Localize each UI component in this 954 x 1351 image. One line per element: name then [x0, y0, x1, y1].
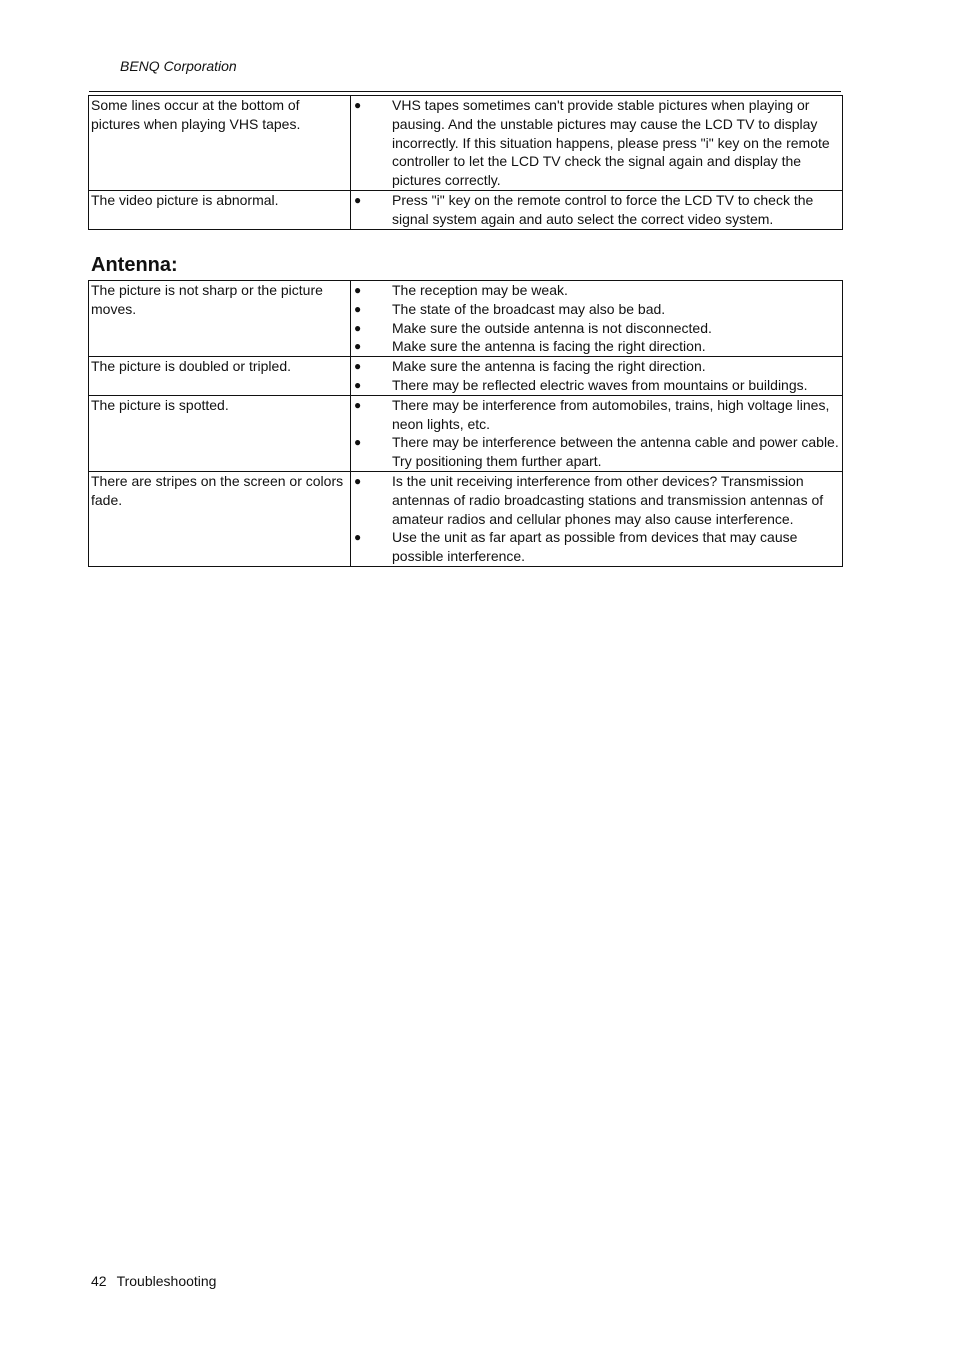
remedy-text: There may be interference between the antenna cable and power cable. Try positioning them further apart. — [392, 434, 839, 470]
remedy-cell — [351, 357, 843, 396]
antenna-troubleshooting-table — [88, 280, 843, 567]
bullet-icon: ● — [354, 98, 362, 112]
remedy-text: There may be reflected electric waves from mountains or buildings. — [392, 376, 808, 393]
bullet-icon: ● — [354, 339, 362, 354]
remedy-item — [353, 376, 840, 395]
remedy-text: Make sure the antenna is facing the right direction. — [392, 358, 706, 375]
remedy-cell — [351, 395, 843, 471]
bullet-icon: ● — [354, 397, 362, 412]
remedy-cell — [351, 190, 843, 229]
running-header: BENQ Corporation — [120, 58, 237, 74]
bullet-icon: ● — [354, 359, 362, 374]
video-troubleshooting-table — [88, 95, 843, 230]
table-row — [89, 96, 843, 191]
remedy-text: Use the unit as far apart as possible from devices that may cause possible interference. — [392, 529, 798, 565]
header-rule — [89, 91, 841, 92]
symptom-cell: The video picture is abnormal. — [89, 190, 351, 229]
bullet-icon: ● — [354, 530, 362, 545]
remedy-item — [353, 191, 840, 229]
remedy-item — [353, 300, 840, 319]
remedy-text: Make sure the antenna is facing the right direction. — [392, 338, 706, 355]
table-row — [89, 281, 843, 357]
symptom-cell: There are stripes on the screen or colors fade. — [89, 471, 351, 566]
bullet-icon: ● — [354, 473, 362, 488]
remedy-cell — [351, 471, 843, 566]
remedy-cell — [351, 281, 843, 357]
remedy-text: Is the unit receiving interference from other devices? Transmission antennas of radio broadcasting stations and transmission antennas of amateur radios and cellular phones may also cause interference. — [392, 472, 824, 527]
remedy-text: Make sure the outside antenna is not disconnected. — [392, 319, 712, 336]
bullet-icon: ● — [354, 320, 362, 335]
table-row — [89, 395, 843, 471]
bullet-icon: ● — [354, 377, 362, 392]
page-number: 42 — [91, 1273, 107, 1289]
symptom-cell: The picture is doubled or tripled. — [89, 357, 351, 396]
remedy-item — [353, 319, 840, 338]
antenna-section-title: Antenna: — [91, 254, 178, 276]
symptom-cell: The picture is not sharp or the picture moves. — [89, 281, 351, 357]
remedy-item — [353, 337, 840, 356]
remedy-text: Press "i" key on the remote control to force the LCD TV to check the signal system again and auto select the correct video system. — [392, 191, 814, 227]
remedy-item — [353, 433, 840, 471]
footer-section-name: Troubleshooting — [116, 1273, 217, 1289]
remedy-item — [353, 357, 840, 376]
remedy-item — [353, 472, 840, 528]
symptom-cell: The picture is spotted. — [89, 395, 351, 471]
remedy-cell — [351, 96, 843, 191]
remedy-item — [353, 96, 840, 190]
remedy-text: VHS tapes sometimes can't provide stable pictures when playing or pausing. And the unstable pictures may cause the LCD TV to display incorrectly. If this situation happens, please press "i" key on the remote controller to let the LCD TV check the signal again and display the pictures correctly. — [392, 97, 830, 189]
table-row — [89, 357, 843, 396]
bullet-icon: ● — [354, 283, 362, 297]
remedy-item — [353, 281, 840, 300]
bullet-icon: ● — [354, 301, 362, 316]
remedy-text: There may be interference from automobiles, trains, high voltage lines, neon lights, etc. — [392, 396, 830, 432]
remedy-item — [353, 528, 840, 566]
symptom-cell: Some lines occur at the bottom of pictures when playing VHS tapes. — [89, 96, 351, 191]
remedy-text: The reception may be weak. — [392, 282, 568, 298]
remedy-item — [353, 396, 840, 434]
page-footer — [91, 1273, 216, 1289]
bullet-icon: ● — [354, 192, 362, 207]
table-row — [89, 190, 843, 229]
bullet-icon: ● — [354, 435, 362, 450]
remedy-text: The state of the broadcast may also be bad. — [392, 300, 666, 317]
table-row — [89, 471, 843, 566]
